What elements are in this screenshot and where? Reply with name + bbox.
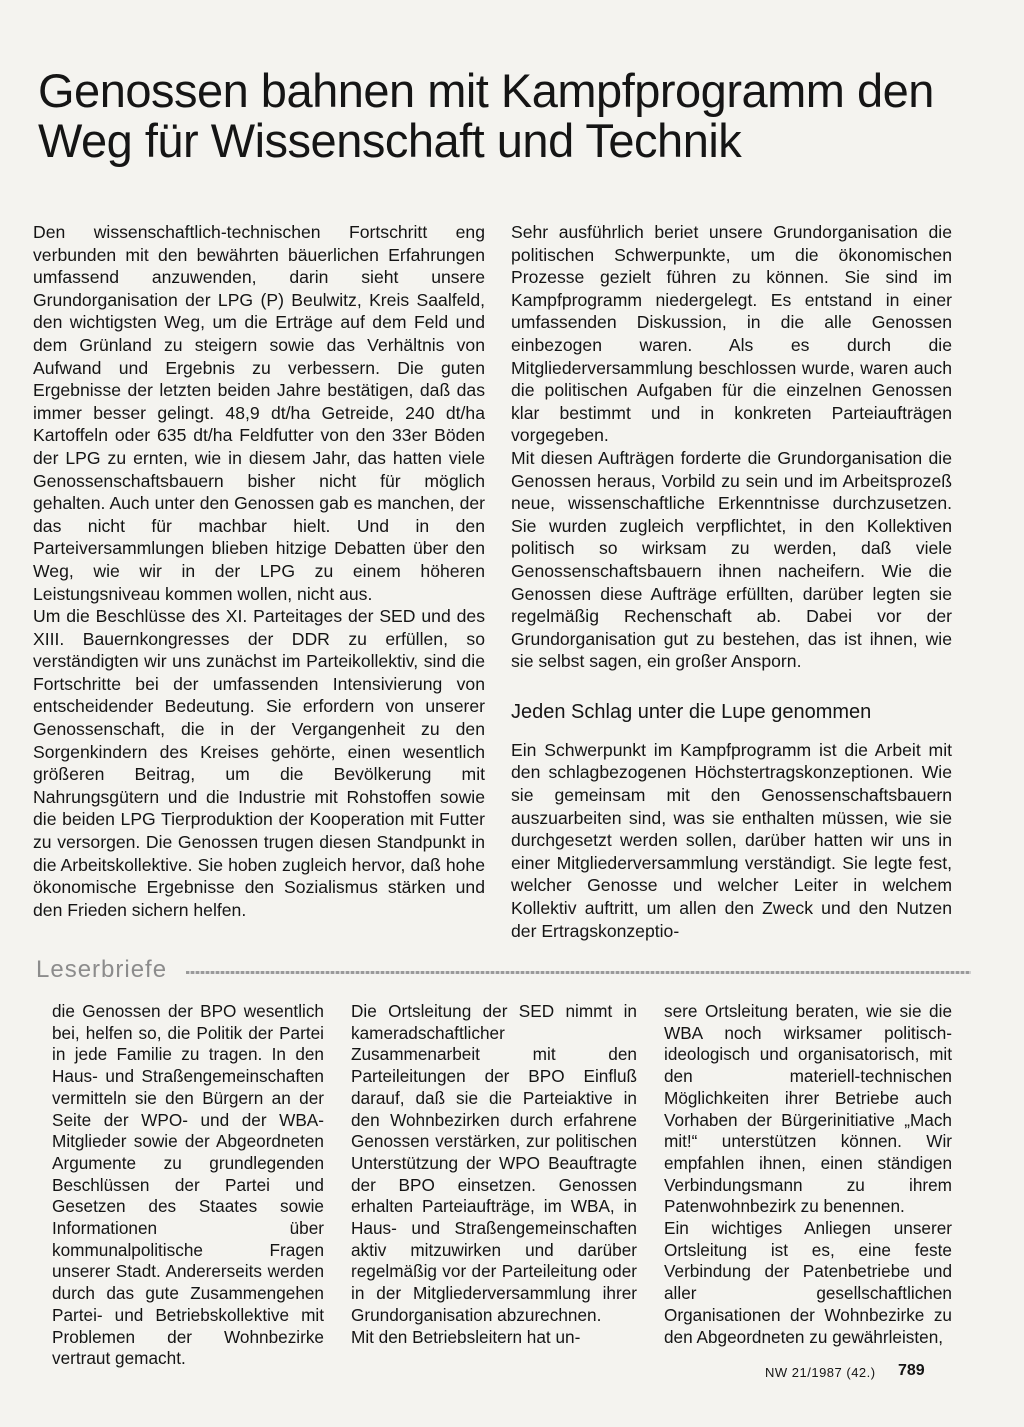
paragraph: Die Ortsleitung der SED nimmt in kameradschaftlicher Zusammenarbeit mit den Parteileitungen der BPO Einfluß darauf, daß sie die Parteiaktive in den Wohnbezirken durch erfahrene Genossen verstärken, zur politischen Unterstützung der WPO Beauftragte der BPO einsetzen. Genossen erhalten Parteiaufträge, im WBA, in Haus- und Straßengemeinschaften aktiv mitzuwirken und darüber regelmäßig vor der Parteileitung oder in der Mitgliederversammlung ihrer Grundorganisation abzurechnen.	[351, 1001, 637, 1325]
paragraph: die Genossen der BPO wesentlich bei, helfen so, die Politik der Partei in jede Familie zu tragen. In den Haus- und Straßengemeinschaften vermitteln sie den Bürgern an der Seite der WPO- und der WBA-Mitglieder sowie der Abgeordneten Argumente zu grundlegenden Beschlüssen der Partei und Gesetzen des Staates sowie Informationen über kommunalpolitische Fragen unserer Stadt. Andererseits werden durch das gute Zusammengehen Partei- und Betriebskollektive mit Problemen der Wohnbezirke vertraut gemacht.	[52, 1001, 324, 1369]
paragraph: sere Ortsleitung beraten, wie sie die WBA noch wirksamer politisch-ideologisch und organisatorisch, mit den materiell-technischen Möglichkeiten ihrer Betriebe auch Vorhaben der Bürgerinitiative „Mach mit!“ unterstützen können. Wir empfahlen ihnen, einen ständigen Verbindungsmann zu ihrem Patenwohnbezirk zu benennen.	[664, 1001, 952, 1217]
paragraph: Sehr ausführlich beriet unsere Grundorganisation die politischen Schwerpunkte, um die ökonomischen Prozesse gezielt führen zu können. Sie sind im Kampfprogramm niedergelegt. Es entstand in einer umfassenden Diskussion, in die alle Genossen einbezogen waren. Als es durch die Mitgliederversammlung beschlossen wurde, waren auch die politischen Aufgaben für die einzelnen Genossen klar bestimmt und in konkreten Parteiaufträgen vorgegeben.	[511, 222, 952, 446]
page-number: 789	[898, 1362, 925, 1379]
headline: Genossen bahnen mit Kampfprogramm den Weg für Wissenschaft und Technik	[38, 64, 934, 167]
paragraph: Den wissenschaftlich-technischen Fortschritt eng verbunden mit den bewährten bäuerlichen Erfahrungen umfassend anzuwenden, darin sieht unsere Grundorganisation der LPG (P) Beulwitz, Kreis Saalfeld, den wichtigsten Weg, um die Erträge auf dem Feld und dem Grünland zu steigern sowie das Verhältnis von Aufwand und Ergebnis zu verbessern. Die guten Ergebnisse der letzten beiden Jahre bestätigen, daß das immer besser gelingt. 48,9 dt/ha Getreide, 240 dt/ha Kartoffeln oder 635 dt/ha Feldfutter von den 33er Böden der LPG zu ernten, wie in diesem Jahr, das hatten viele Genossenschaftsbauern bisher nicht für möglich gehalten. Auch unter den Genossen gab es manchen, der das nicht für machbar hielt. Und in den Parteiversammlungen blieben hitzige Debatten über den Weg, wie wir in der LPG zu einem höheren Leistungsniveau kommen wollen, nicht aus.	[33, 222, 485, 604]
paragraph: Mit den Betriebsleitern hat un-	[351, 1326, 581, 1347]
issue-reference: NW 21/1987 (42.)	[765, 1365, 876, 1380]
section-divider	[186, 971, 971, 974]
letters-column-3	[664, 1001, 952, 1348]
letters-column-2	[351, 1001, 637, 1348]
article-column-1	[33, 221, 485, 921]
paragraph: Ein wichtiges Anliegen unserer Ortsleitung ist es, eine feste Verbindung der Patenbetriebe und aller gesellschaftlichen Organisationen der Wohnbezirke zu den Abgeordneten zu gewährleisten,	[664, 1218, 952, 1347]
subheading: Jeden Schlag unter die Lupe genommen	[511, 700, 872, 723]
article-column-2	[511, 221, 952, 942]
paragraph: Ein Schwerpunkt im Kampfprogramm ist die Arbeit mit den schlagbezogenen Höchstertragskonzeptionen. Wie sie gemeinsam mit den Genossenschaftsbauern auszuarbeiten sind, was sie enthalten müssen, wie sie durchgesetzt werden sollen, darüber hatten wir uns in einer Mitgliederversammlung verständigt. Sie legte fest, welcher Genosse und welcher Leiter in welchem Kollektiv auftritt, um allen den Zweck und den Nutzen der Ertragskonzeptio-	[511, 739, 952, 941]
paragraph: Um die Beschlüsse des XI. Parteitages der SED und des XIII. Bauernkongresses der DDR zu erfüllen, so verständigten wir uns zunächst im Parteikollektiv, sind die Fortschritte bei der umfassenden Intensivierung von entscheidender Bedeutung. Sie erfordern von unserer Genossenschaft, die in der Vergangenheit zu den Sorgenkindern des Kreises gehörte, einen wesentlich größeren Beitrag, um die Bevölkerung mit Nahrungsgütern und die Industrie mit Rohstoffen sowie die beiden LPG Tierproduktion der Kooperation mit Futter zu versorgen. Die Genossen trugen diesen Standpunkt in die Arbeitskollektive. Sie hoben zugleich hervor, daß hohe ökonomische Ergebnisse den Sozialismus stärken und den Frieden sichern helfen.	[33, 606, 485, 920]
letters-section-heading: Leserbriefe	[36, 956, 168, 983]
paragraph: Mit diesen Aufträgen forderte die Grundorganisation die Genossen heraus, Vorbild zu sein und im Arbeitsprozeß neue, wissenschaftliche Erkenntnisse durchzusetzen. Sie wurden zugleich verpflichtet, in den Kollektiven politisch so wirksam zu werden, daß viele Genossenschaftsbauern ihnen nacheifern. Wie die Genossen diese Aufträge erfüllten, darüber legten sie regelmäßig Rechenschaft ab. Dabei vor der Grundorganisation gut zu bestehen, das ist ihnen, wie sie selbst sagen, ein großer Ansporn.	[511, 447, 952, 672]
letters-column-1	[52, 1001, 324, 1370]
